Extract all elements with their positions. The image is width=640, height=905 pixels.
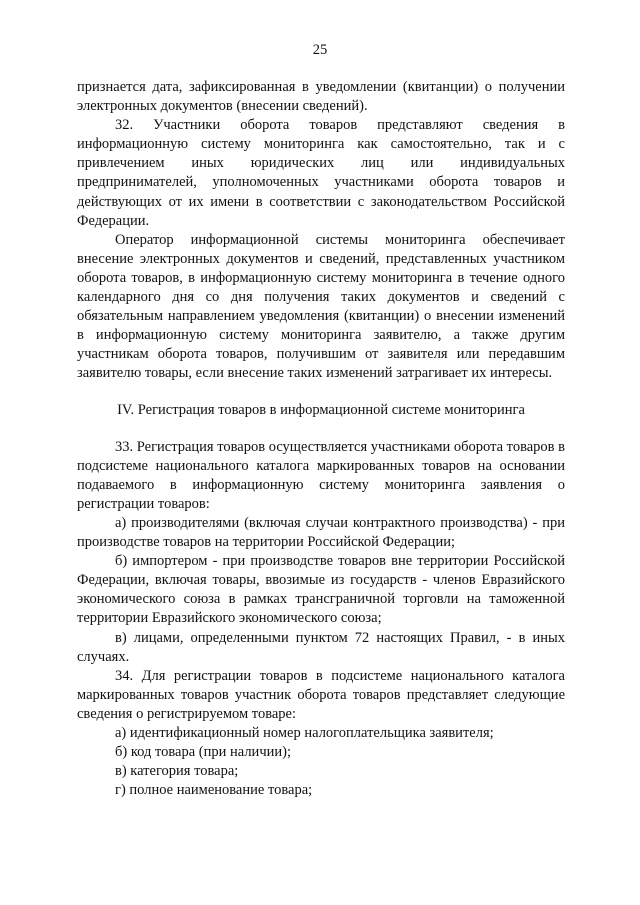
- paragraph-continuation: признается дата, зафиксированная в уведомлении (квитанции) о получении электронных документов (внесении сведений).: [77, 79, 565, 115]
- list-item-34-v: в) категория товара;: [115, 763, 239, 780]
- list-item-34-a: а) идентификационный номер налогоплательщика заявителя;: [115, 725, 494, 741]
- paragraph-32: 32. Участники оборота товаров представляют сведения в информационную систему мониторинга как самостоятельно, так и с привлечением иных юридических лиц или индивидуальных предпринимателей, уполномоченных участниками оборота товаров и действующих от их имени в соответствии с законодательством Российской Федерации.: [77, 117, 565, 229]
- document-body: [77, 78, 565, 800]
- list-item-v: в) лицами, определенными пунктом 72 настоящих Правил, - в иных случаях.: [77, 629, 565, 665]
- list-item-34-g: г) полное наименование товара;: [115, 782, 313, 799]
- paragraph-operator: Оператор информационной системы мониторинга обеспечивает внесение электронных документов и сведений, представленных участником оборота товаров, в информационную систему мониторинга в течение одного календарного дня со дня получения таких документов и сведений с обязательным направлением уведомления (квитанции) о внесении изменений в информационную систему мониторинга заявителю, а также другим участникам оборота товаров, получившим от заявителя или передавшим заявителю товары, если внесение таких изменений затрагивает их интересы.: [77, 231, 565, 382]
- paragraph-34: 34. Для регистрации товаров в подсистеме национального каталога маркированных товаров участник оборота товаров представляет следующие сведения о регистрируемом товаре:: [77, 667, 565, 722]
- list-item-b: б) импортером - при производстве товаров вне территории Российской Федерации, включая товары, ввозимые из государств - членов Евразийского экономического союза в рамках трансграничной торговли на таможенной территории Евразийского экономического союза;: [77, 553, 565, 627]
- section-heading: IV. Регистрация товаров в информационной системе мониторинга: [117, 401, 525, 418]
- list-item-a: а) производителями (включая случаи контрактного производства) - при производстве товаров на территории Российской Федерации;: [77, 514, 565, 551]
- page-number: 25: [312, 42, 328, 58]
- paragraph-33: 33. Регистрация товаров осуществляется участниками оборота товаров в подсистеме национального каталога маркированных товаров на основании подаваемого в информационную систему мониторинга заявления о регистрации товаров:: [77, 438, 565, 512]
- list-item-34-b: б) код товара (при наличии);: [115, 744, 291, 761]
